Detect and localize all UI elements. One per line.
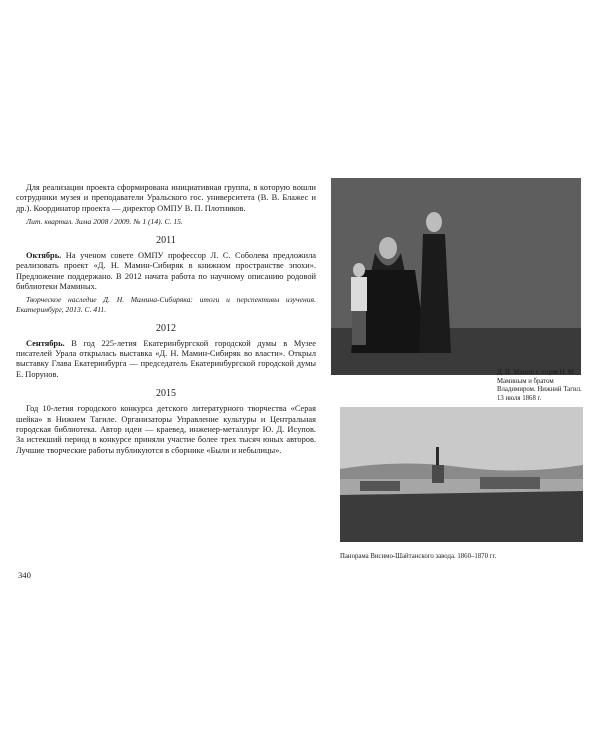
intro-paragraph: Для реализации проекта сформирована инициативная группа, в которую вошли сотрудники музея и преподаватели Уральского гос. университета (В. В. Блажес и др.). Координатор проекта — директор ОМПУ В. П. Плотников. — [16, 183, 316, 213]
portrait-photo — [331, 178, 581, 375]
entry-2015: Год 10-летия городского конкурса детского литературного творчества «Серая шейка» в Нижнем Тагиле. Организаторы Управление культуры и Центральная городская библиотека. Автор идеи — краевед, инженер-металлург Ю. Д. Исупов. За истекший период в конкурсе приняли участие более трех тысяч юных авторов. Лучшие творческие работы публикуются в сборнике «Были и небылицы». — [16, 404, 316, 455]
child-legs — [352, 311, 366, 345]
father-face — [379, 237, 397, 259]
portrait-caption: Д. Н. Мамин с отцом Н. М. Маминым и братом Владимиром. Нижний Тагил. 13 июля 1868 г. — [497, 369, 582, 402]
panorama-church — [432, 465, 444, 483]
panorama-foreground — [340, 491, 583, 542]
entry-2011-text: На ученом совете ОМПУ профессор Л. С. Соболева предложила реализовать проект «Д. Н. Мамин-Сибиряк в книжном пространстве эпохи». Предложение поддержано. В 2012 начата работа по научному описанию родовой библиотеки Маминых. — [16, 250, 316, 292]
entry-2012-text: В год 225-летия Екатеринбургской городской думы в Музее писателей Урала открылась выставка «Д. Н. Мамин-Сибиряк во власти». Открыл выставку Глава Екатеринбурга — председатель Екатеринбургской городской думы Е. Порунов. — [16, 338, 316, 379]
page-number: 340 — [18, 570, 31, 580]
panorama-houses-left — [360, 481, 400, 491]
year-heading-2012: 2012 — [156, 322, 176, 334]
year-heading-2015: 2015 — [156, 388, 176, 400]
panorama-factory — [480, 477, 540, 489]
child-shirt — [351, 277, 367, 311]
entry-2011-source: Творческое наследие Д. Н. Мамина-Сибиряка: итоги и перспективы изучения. Екатеринбург, 2013. С. 411. — [16, 295, 316, 315]
panorama-photo-scene — [340, 407, 583, 542]
brother-face — [426, 212, 442, 232]
intro-source: Лит. квартал. Зима 2008 / 2009. № 1 (14). С. 15. — [26, 217, 183, 227]
year-heading-2011: 2011 — [156, 234, 176, 246]
left-page-text — [16, 183, 316, 456]
entry-2012 — [16, 339, 316, 381]
panorama-photo — [340, 407, 583, 542]
entry-2011-lead: Октябрь. — [26, 250, 62, 260]
child-face — [353, 263, 365, 277]
portrait-photo-figures — [331, 178, 581, 375]
panorama-caption: Панорама Висимо-Шайтанского завода. 1860–1870 гг. — [340, 553, 497, 560]
entry-2012-lead: Сентябрь. — [26, 338, 65, 348]
entry-2011 — [16, 251, 316, 293]
